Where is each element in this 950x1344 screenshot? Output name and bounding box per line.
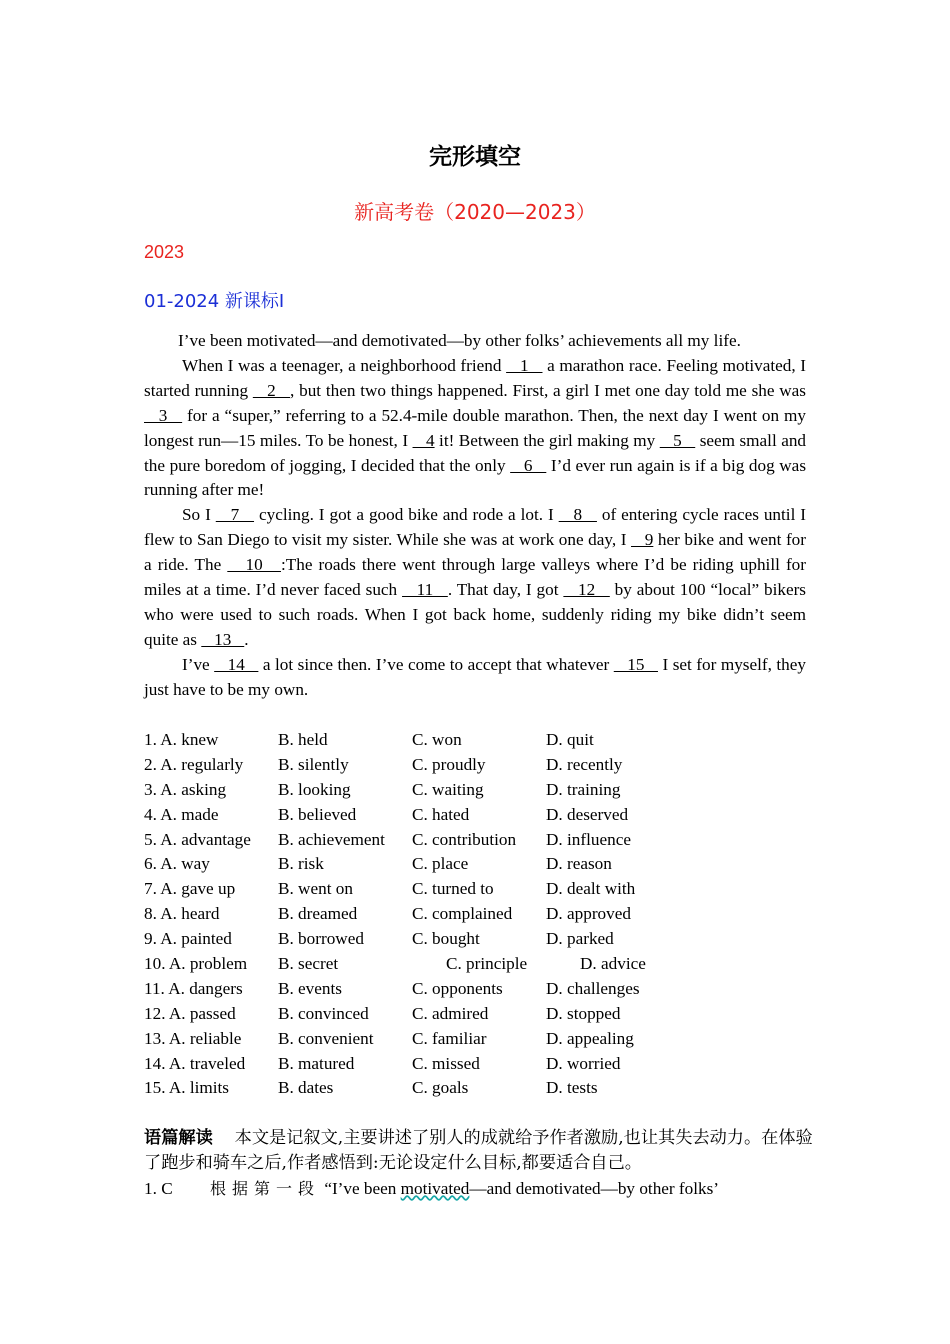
option-b: B. matured bbox=[278, 1053, 355, 1073]
answer-quote-open: “I’ve been bbox=[324, 1179, 401, 1198]
option-c: C. place bbox=[412, 854, 469, 874]
option-a: 3. A. asking bbox=[144, 779, 227, 799]
option-row bbox=[144, 728, 700, 753]
blank-4: 4 bbox=[412, 430, 435, 450]
page-title: 完形填空 bbox=[429, 143, 521, 170]
blank-15: 15 bbox=[613, 654, 658, 674]
option-d: D. recently bbox=[546, 754, 623, 774]
option-row bbox=[144, 927, 700, 952]
analysis-text: 本文是记叙文,主要讲述了别人的成就给予作者激励,也让其失去动力。在体验了跑步和骑车之后,作者感悟到:无论设定什么目标,都要适合自己。 bbox=[144, 1128, 813, 1173]
option-a: 7. A. gave up bbox=[144, 879, 236, 899]
blank-7: 7 bbox=[215, 505, 255, 525]
option-c: C. admired bbox=[412, 1003, 489, 1023]
option-row bbox=[144, 1052, 700, 1077]
option-d: D. tests bbox=[546, 1078, 598, 1098]
option-c: C. opponents bbox=[412, 978, 503, 998]
blank-8: 8 bbox=[558, 505, 597, 525]
section-subtitle: 新高考卷（2020—2023） bbox=[354, 200, 596, 224]
option-row bbox=[144, 977, 700, 1002]
cloze-passage bbox=[144, 329, 806, 703]
passage-text: . That day, I got bbox=[447, 580, 564, 600]
answer-explanation-1 bbox=[144, 1176, 806, 1201]
answer-reference: 根据第一段 bbox=[210, 1179, 321, 1198]
passage-text: :The roads there went through large valleys where I’d be riding uphill for miles at a time. I’d never faced such bbox=[144, 555, 807, 600]
passage-text: I’ve bbox=[182, 654, 215, 674]
option-a: 1. A. knew bbox=[144, 730, 219, 749]
option-row bbox=[144, 1027, 700, 1052]
passage-text: I’d ever run again is if a big dog was running after me! bbox=[144, 455, 807, 500]
option-c: C. won bbox=[412, 730, 462, 749]
option-d: D. quit bbox=[546, 730, 594, 749]
option-b: B. dreamed bbox=[278, 904, 358, 924]
passage-text: So I bbox=[182, 505, 216, 525]
passage-text: When I was a teenager, a neighborhood friend bbox=[182, 355, 507, 375]
option-row bbox=[144, 1002, 700, 1027]
option-d: D. deserved bbox=[546, 804, 629, 824]
answer-quote-rest: —and demotivated—by other folks’ bbox=[469, 1179, 720, 1198]
passage-paragraph-2 bbox=[144, 354, 806, 503]
passage-paragraph-4 bbox=[144, 653, 806, 703]
passage-text: . bbox=[244, 629, 249, 649]
option-d: D. parked bbox=[546, 929, 614, 949]
option-a: 12. A. passed bbox=[144, 1003, 236, 1023]
year-heading: 2023 bbox=[144, 242, 185, 262]
option-c: C. principle bbox=[446, 954, 528, 974]
option-row bbox=[144, 952, 700, 977]
option-row bbox=[144, 778, 700, 803]
option-b: B. convinced bbox=[278, 1003, 369, 1023]
option-a: 9. A. painted bbox=[144, 929, 232, 949]
blank-12: 12 bbox=[563, 580, 610, 600]
option-d: D. reason bbox=[546, 854, 612, 874]
option-row bbox=[144, 877, 700, 902]
option-a: 5. A. advantage bbox=[144, 829, 251, 849]
option-d: D. worried bbox=[546, 1053, 621, 1073]
passage-text: for a “super,” referring to a 52.4-mile double marathon. Then, the next day I went on my longest run—15 miles. To be honest, I bbox=[144, 405, 806, 450]
option-row bbox=[144, 1076, 700, 1101]
option-c: C. waiting bbox=[412, 779, 484, 799]
option-row bbox=[144, 753, 700, 778]
option-d: D. training bbox=[546, 779, 621, 799]
answer-number: 1. C bbox=[144, 1179, 173, 1198]
option-c: C. hated bbox=[412, 804, 470, 824]
blank-6: 6 bbox=[510, 455, 547, 475]
blank-3: 3 bbox=[144, 405, 183, 425]
option-d: D. advice bbox=[580, 954, 646, 974]
option-b: B. dates bbox=[278, 1078, 334, 1098]
option-d: D. approved bbox=[546, 904, 631, 924]
option-a: 15. A. limits bbox=[144, 1078, 229, 1098]
option-a: 4. A. made bbox=[144, 804, 219, 824]
passage-paragraph-3 bbox=[144, 503, 806, 652]
option-a: 6. A. way bbox=[144, 854, 210, 874]
option-a: 11. A. dangers bbox=[144, 978, 243, 998]
option-d: D. challenges bbox=[546, 978, 640, 998]
passage-text: , but then two things happened. First, a girl I met one day told me she was bbox=[290, 380, 806, 400]
option-d: D. stopped bbox=[546, 1003, 621, 1023]
option-c: C. proudly bbox=[412, 754, 486, 774]
blank-9: 9 bbox=[631, 530, 654, 550]
option-a: 14. A. traveled bbox=[144, 1053, 246, 1073]
passage-text: by about 100 “local” bikers who were used to such roads. When I got back home, suddenly riding my bike didn’t seem quite as bbox=[144, 580, 806, 649]
option-c: C. contribution bbox=[412, 829, 517, 849]
analysis-label: 语篇解读 bbox=[144, 1128, 213, 1148]
passage-text: I set for myself, they just have to be my own. bbox=[144, 654, 806, 699]
blank-1: 1 bbox=[506, 355, 543, 375]
option-d: D. dealt with bbox=[546, 879, 636, 899]
option-a: 10. A. problem bbox=[144, 954, 248, 974]
option-b: B. risk bbox=[278, 854, 324, 874]
option-c: C. complained bbox=[412, 904, 513, 924]
option-a: 8. A. heard bbox=[144, 904, 220, 924]
option-d: D. appealing bbox=[546, 1028, 634, 1048]
option-c: C. bought bbox=[412, 929, 480, 949]
option-a: 2. A. regularly bbox=[144, 754, 244, 774]
option-row bbox=[144, 828, 700, 853]
blank-10: 10 bbox=[227, 555, 281, 575]
options-list bbox=[144, 728, 700, 1101]
option-b: B. achievement bbox=[278, 829, 385, 849]
option-b: B. believed bbox=[278, 804, 357, 824]
passage-paragraph-1: I’ve been motivated—and demotivated—by other folks’ achievements all my life. bbox=[178, 331, 741, 350]
option-b: B. convenient bbox=[278, 1028, 374, 1048]
blank-14: 14 bbox=[214, 654, 259, 674]
answer-keyword: motivated bbox=[400, 1179, 470, 1198]
passage-text: of entering cycle races until I flew to San Diego to visit my sister. While she was at work one day, I bbox=[144, 505, 807, 550]
option-row bbox=[144, 803, 700, 828]
blank-2: 2 bbox=[252, 380, 291, 400]
passage-text: seem small and the pure boredom of jogging, I decided that the only bbox=[144, 430, 807, 475]
option-a: 13. A. reliable bbox=[144, 1028, 242, 1048]
blank-13: 13 bbox=[201, 629, 245, 649]
option-b: B. held bbox=[278, 730, 328, 749]
option-c: C. goals bbox=[412, 1078, 469, 1098]
option-b: B. silently bbox=[278, 754, 349, 774]
passage-analysis bbox=[144, 1126, 824, 1176]
option-d: D. influence bbox=[546, 829, 631, 849]
option-b: B. looking bbox=[278, 779, 351, 799]
option-b: B. borrowed bbox=[278, 929, 364, 949]
option-c: C. familiar bbox=[412, 1028, 487, 1048]
option-b: B. went on bbox=[278, 879, 353, 899]
passage-text: her bike and went for a ride. The bbox=[144, 530, 806, 575]
option-b: B. events bbox=[278, 978, 342, 998]
passage-text: it! Between the girl making my bbox=[434, 430, 660, 450]
option-c: C. turned to bbox=[412, 879, 494, 899]
option-c: C. missed bbox=[412, 1053, 480, 1073]
exam-source-heading: 01-2024 新课标Ⅰ bbox=[144, 291, 285, 312]
blank-5: 5 bbox=[659, 430, 696, 450]
blank-11: 11 bbox=[402, 580, 448, 600]
option-b: B. secret bbox=[278, 954, 339, 974]
passage-text: a lot since then. I’ve come to accept that whatever bbox=[258, 654, 614, 674]
passage-text: a marathon race. Feeling motivated, I started running bbox=[144, 355, 807, 400]
passage-text: cycling. I got a good bike and rode a lot. I bbox=[254, 505, 559, 525]
option-row bbox=[144, 902, 700, 927]
option-row bbox=[144, 852, 700, 877]
